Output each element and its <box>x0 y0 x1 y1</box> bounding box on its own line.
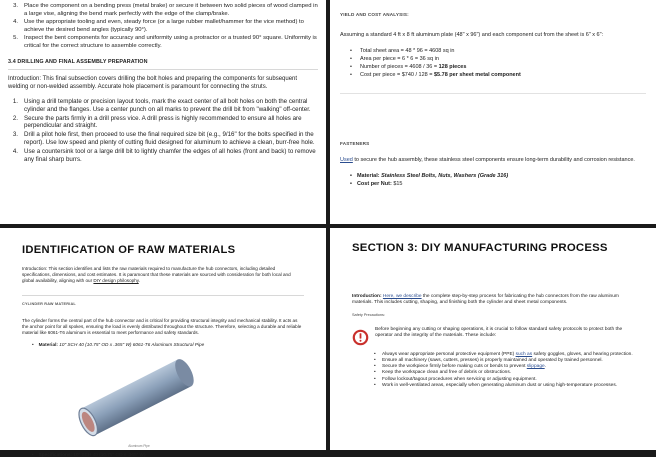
material-value: 10" SCH 40 (10.75" OD x .365" W) 6061-T6 Aluminum Structural Pipe <box>59 342 205 348</box>
bullet-icon: • <box>32 452 34 457</box>
warning-text: Before beginning any cutting or shaping operations, it is crucial to follow standard safety protocols to protect both the operator and the integrity of the materials. These include: <box>375 326 623 339</box>
bullet-label: Area per piece = 6 * 6 = <box>360 56 420 63</box>
safety-bullet-list <box>352 352 634 389</box>
step-text: Use a countersink tool or a large drill bit to lightly chamfer the edges of all holes (front and back) to remove any final sharp burrs. <box>24 148 316 164</box>
bullet-text-end: . <box>544 364 546 370</box>
list-item <box>350 180 646 188</box>
page-title: IDENTIFICATION OF RAW MATERIALS <box>22 244 236 256</box>
bullet-value: $5.78 per sheet metal component <box>434 72 521 79</box>
bullet-text: Always wear appropriate personal protective equipment (PPE) <box>382 351 516 357</box>
bullet-icon: • <box>32 342 34 348</box>
aluminum-pipe-image <box>64 353 214 439</box>
subsection-heading: CYLINDER RAW MATERIAL <box>22 301 76 306</box>
intro-label: Introduction: <box>352 294 383 299</box>
bullet-label: Total sheet area = 48 * 96 = <box>360 48 430 55</box>
fasteners-bullet-list <box>340 172 646 188</box>
list-item <box>350 172 646 180</box>
cylinder-paragraph: The cylinder forms the central part of the hub connector and is critical for providing structural integrity and mechanical stability. It acts as the anchor point for all spokes, ensuring the load is evenly distributed throughout the structure. Therefore, selecting a durable and reliable material like 6061-T6 aluminum is essential to meet performance and safety standards. <box>22 317 302 336</box>
slippage-link[interactable]: slippage <box>526 364 545 370</box>
panel-raw-materials <box>0 228 326 457</box>
intro-text: Introduction: This section identifies and lists the raw materials required to manufacture the hub connectors, including detailed specifications, dimensions, and cost estimates. It is paramount that these materials are sourced with consideration for both local and global availability, aligning with our <box>22 266 291 284</box>
bullet-value: Stainless Steel Bolts, Nuts, Washers (Grade 316) <box>381 172 509 179</box>
step-text: Secure the parts firmly in a drill press vice. A drill press is highly recommended to ensure all holes are perpendicular and straight. <box>24 114 302 130</box>
section-intro <box>22 266 304 285</box>
step-number: 4. <box>13 19 18 26</box>
yield-heading: YIELD AND COST ANALYSIS: <box>340 12 409 17</box>
bullet-value: 36 sq in <box>419 56 439 63</box>
list-item <box>350 55 646 63</box>
step-number: 4. <box>12 148 18 156</box>
spec-label: Specifications: <box>38 452 74 457</box>
such-as-link[interactable]: such as <box>515 351 533 357</box>
bullet-icon: • <box>350 56 352 63</box>
intro-text: the complete step-by-step process for fabricating the hub connectors from the raw aluminum materials. This includes cutting, shaping, and finishing both the cylinder and sheet metal components. <box>352 294 619 306</box>
fasteners-text: to secure the hub assembly, these stainless steel components ensure long-term durability and corrosion resistance. <box>352 156 635 163</box>
warning-icon <box>352 329 369 346</box>
bullet-icon: • <box>374 351 376 357</box>
bullet-icon: • <box>374 382 376 388</box>
bullet-icon: • <box>350 48 352 55</box>
step-number: 3. <box>13 3 18 9</box>
material-label: Material: <box>38 342 60 348</box>
bullet-text-end: safety goggles, gloves, and hearing protection. <box>532 351 633 357</box>
bullet-icon: • <box>374 364 376 370</box>
bullet-icon: • <box>374 358 376 364</box>
section-intro: Introduction: This final subsection covers drilling the bolt holes and preparing the components for subsequent welding or non-welded assembly. Accurate hole placement is paramount for connecting the struts. <box>8 76 298 90</box>
bullet-text: Keep the workspace clean and free of debris or obstructions. <box>382 370 512 376</box>
used-link[interactable]: Used <box>340 156 353 163</box>
bullet-icon: • <box>350 64 352 71</box>
step-text: Place the component on a bending press (metal brake) or secure it between two solid pieces of wood clamped in a large vise, aligning the bend mark perfectly with the edge of the clamp/brake. <box>24 3 318 17</box>
divider <box>8 69 318 70</box>
step-text: Using a drill template or precision layout tools, mark the exact center of all bolt holes on both the central cylinder and the flanges. Use a center punch on all marks to prevent the drill bit from "walking" off-center. <box>24 97 311 113</box>
bullet-label: Cost per piece = $740 / 128 = <box>360 72 434 79</box>
divider <box>340 93 646 94</box>
bullet-label: Number of pieces = 4608 / 36 = <box>360 64 439 71</box>
list-item <box>350 71 646 79</box>
list-item <box>8 115 318 131</box>
step-number: 3. <box>12 131 18 139</box>
list-item <box>8 98 318 114</box>
bullet-text: Work in well-ventilated areas, especially when generating aluminum dust or using high-temperature processes. <box>382 382 618 388</box>
here-link[interactable]: Here, we describe <box>382 294 422 299</box>
spec-value: 10" SCH 40 (10.75" OD x .365" W) <box>73 452 146 457</box>
bullet-value: $15 <box>393 180 403 187</box>
bullet-text: Ensure all machinery (saws, cutters, presses) is properly maintained and operated by trained personnel. <box>382 358 603 364</box>
intro-text-end: . <box>138 278 140 284</box>
bullet-text: Follow lockout/tagout procedures when servicing or adjusting equipment. <box>382 376 537 382</box>
bullet-icon: • <box>350 180 352 187</box>
specifications-line <box>22 452 304 457</box>
panel-drilling-assembly <box>0 0 326 224</box>
step-text: Drill a pilot hole first, then proceed to use the final required size bit (e.g., 9/16" for the bolts specified in the report). Use low speed and plenty of cutting fluid designed for aluminum to achieve a clean, burr-free hole. <box>24 131 315 147</box>
step-text: Inspect the bent components for accuracy and uniformity using a protractor or a trusted 90° square. Uniformity is critical for the correct structure to assemble correctly. <box>24 35 317 49</box>
step-number: 1. <box>12 97 18 105</box>
panel-manufacturing-process <box>330 228 656 450</box>
list-item <box>8 148 318 164</box>
list-item <box>8 131 318 147</box>
yield-bullet-list <box>340 47 646 79</box>
bullet-icon: • <box>350 72 352 79</box>
bullet-label: Material: <box>356 172 382 179</box>
panel-yield-cost <box>330 0 656 224</box>
fasteners-heading: FASTENERS <box>340 141 370 147</box>
fasteners-paragraph <box>340 157 646 164</box>
bending-steps-list <box>8 3 318 51</box>
drilling-steps-list <box>8 98 318 164</box>
bullet-value: 4608 sq in <box>429 48 455 55</box>
step-text: Use the appropriate tooling and even, steady force (or a large rubber mallet/hammer for the vice method) to achieve the desired bend angles (typically 90°). <box>24 19 304 33</box>
list-item <box>8 35 318 50</box>
bullet-icon: • <box>374 370 376 376</box>
image-caption: Aluminum Pipe <box>128 444 150 449</box>
list-item <box>374 383 634 389</box>
bullet-value: 128 pieces <box>438 64 467 71</box>
list-item <box>8 19 318 34</box>
page-title: SECTION 3: DIY MANUFACTURING PROCESS <box>352 242 608 254</box>
yield-paragraph: Assuming a standard 4 ft x 8 ft aluminum plate (48" x 96") and each component cut from the sheet is 6" x 6": <box>340 32 604 39</box>
list-item <box>350 63 646 71</box>
bullet-icon: • <box>374 376 376 382</box>
list-item <box>350 47 646 55</box>
bullet-icon: • <box>350 172 352 179</box>
safety-warning <box>352 327 634 346</box>
section-intro <box>352 294 634 307</box>
step-number: 2. <box>12 114 18 122</box>
divider <box>22 295 304 296</box>
pipe-body <box>81 360 191 436</box>
section-heading: 3.4 DRILLING AND FINAL ASSEMBLY PREPARATION <box>8 58 148 65</box>
safety-heading: Safety Precautions: <box>352 312 385 317</box>
diy-philosophy-link[interactable]: DIY design philosophy <box>93 278 139 284</box>
bullet-text: Secure the workpiece firmly before making cuts or bends to prevent <box>382 364 527 370</box>
list-item <box>8 3 318 18</box>
step-number: 5. <box>13 35 18 42</box>
bullet-label: Cost per Nut: <box>356 180 394 187</box>
material-line <box>22 342 304 347</box>
